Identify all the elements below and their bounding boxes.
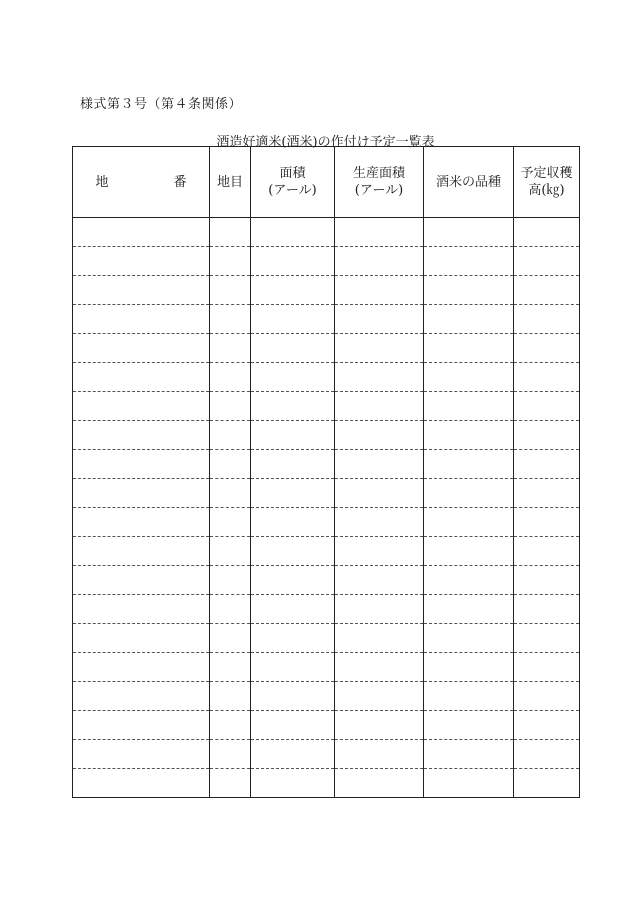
- cell-area[interactable]: [251, 392, 335, 421]
- cell-yield[interactable]: [514, 653, 580, 682]
- cell-production-area[interactable]: [335, 247, 424, 276]
- cell-lot[interactable]: [73, 363, 210, 392]
- cell-area[interactable]: [251, 769, 335, 798]
- cell-area[interactable]: [251, 740, 335, 769]
- cell-yield[interactable]: [514, 711, 580, 740]
- cell-yield[interactable]: [514, 363, 580, 392]
- cell-production-area[interactable]: [335, 566, 424, 595]
- cell-land-category[interactable]: [210, 450, 251, 479]
- cell-lot[interactable]: [73, 218, 210, 247]
- cell-lot[interactable]: [73, 479, 210, 508]
- cell-yield[interactable]: [514, 247, 580, 276]
- cell-production-area[interactable]: [335, 740, 424, 769]
- cell-area[interactable]: [251, 247, 335, 276]
- cell-land-category[interactable]: [210, 624, 251, 653]
- cell-lot[interactable]: [73, 421, 210, 450]
- cell-production-area[interactable]: [335, 624, 424, 653]
- cell-land-category[interactable]: [210, 566, 251, 595]
- table-row: [73, 247, 580, 276]
- cell-yield[interactable]: [514, 595, 580, 624]
- header-yield-unit: 高(㎏): [528, 183, 565, 198]
- header-yield-label: 予定収穫: [520, 166, 573, 181]
- cell-yield[interactable]: [514, 508, 580, 537]
- cell-lot[interactable]: [73, 334, 210, 363]
- cell-area[interactable]: [251, 653, 335, 682]
- cell-area[interactable]: [251, 682, 335, 711]
- header-area-unit: (アール): [268, 183, 317, 198]
- cell-yield[interactable]: [514, 566, 580, 595]
- cell-variety[interactable]: [424, 218, 514, 247]
- cell-lot[interactable]: [73, 276, 210, 305]
- cell-area[interactable]: [251, 566, 335, 595]
- table-title: 酒造好適米(酒米)の作付け予定一覧表: [216, 135, 435, 150]
- table-row: [73, 392, 580, 421]
- table-row: [73, 421, 580, 450]
- table-row: [73, 218, 580, 247]
- table-row: [73, 566, 580, 595]
- cell-area[interactable]: [251, 624, 335, 653]
- cell-lot[interactable]: [73, 305, 210, 334]
- cell-yield[interactable]: [514, 624, 580, 653]
- table-body: [73, 218, 580, 798]
- header-lot-label: 地 番: [95, 174, 213, 190]
- cell-land-category[interactable]: [210, 595, 251, 624]
- cell-yield[interactable]: [514, 305, 580, 334]
- table-row: [73, 479, 580, 508]
- cell-variety[interactable]: [424, 305, 514, 334]
- cell-yield[interactable]: [514, 537, 580, 566]
- table-row: [73, 305, 580, 334]
- header-row: [73, 147, 580, 218]
- cell-variety[interactable]: [424, 508, 514, 537]
- header-area: [251, 147, 335, 218]
- cell-variety[interactable]: [424, 537, 514, 566]
- cell-yield[interactable]: [514, 450, 580, 479]
- cell-production-area[interactable]: [335, 276, 424, 305]
- cell-production-area[interactable]: [335, 595, 424, 624]
- cell-land-category[interactable]: [210, 218, 251, 247]
- cell-land-category[interactable]: [210, 479, 251, 508]
- cell-variety[interactable]: [424, 363, 514, 392]
- cell-production-area[interactable]: [335, 218, 424, 247]
- cell-lot[interactable]: [73, 769, 210, 798]
- table-row: [73, 653, 580, 682]
- cell-variety[interactable]: [424, 653, 514, 682]
- cell-land-category[interactable]: [210, 334, 251, 363]
- cell-yield[interactable]: [514, 334, 580, 363]
- header-land-category: [210, 147, 251, 218]
- cell-variety[interactable]: [424, 624, 514, 653]
- cell-variety[interactable]: [424, 740, 514, 769]
- cell-variety[interactable]: [424, 334, 514, 363]
- header-production-area-unit: (アール): [354, 183, 404, 198]
- cell-area[interactable]: [251, 218, 335, 247]
- table-row: [73, 595, 580, 624]
- cell-variety[interactable]: [424, 276, 514, 305]
- cell-production-area[interactable]: [335, 363, 424, 392]
- cell-lot[interactable]: [73, 711, 210, 740]
- cell-production-area[interactable]: [335, 508, 424, 537]
- cell-yield[interactable]: [514, 276, 580, 305]
- cell-land-category[interactable]: [210, 653, 251, 682]
- cell-land-category[interactable]: [210, 740, 251, 769]
- cell-variety[interactable]: [424, 392, 514, 421]
- cell-land-category[interactable]: [210, 682, 251, 711]
- cell-variety[interactable]: [424, 247, 514, 276]
- cell-variety[interactable]: [424, 711, 514, 740]
- cell-land-category[interactable]: [210, 392, 251, 421]
- cell-lot[interactable]: [73, 508, 210, 537]
- cell-yield[interactable]: [514, 218, 580, 247]
- cell-land-category[interactable]: [210, 247, 251, 276]
- cell-area[interactable]: [251, 595, 335, 624]
- cell-production-area[interactable]: [335, 769, 424, 798]
- cell-land-category[interactable]: [210, 769, 251, 798]
- table-row: [73, 740, 580, 769]
- cell-area[interactable]: [251, 363, 335, 392]
- cell-variety[interactable]: [424, 450, 514, 479]
- cell-area[interactable]: [251, 276, 335, 305]
- header-production-area: [335, 147, 424, 218]
- cell-production-area[interactable]: [335, 653, 424, 682]
- cell-land-category[interactable]: [210, 537, 251, 566]
- cell-lot[interactable]: [73, 566, 210, 595]
- cell-production-area[interactable]: [335, 479, 424, 508]
- cell-land-category[interactable]: [210, 276, 251, 305]
- cell-area[interactable]: [251, 421, 335, 450]
- cell-area[interactable]: [251, 479, 335, 508]
- cell-land-category[interactable]: [210, 305, 251, 334]
- cell-land-category[interactable]: [210, 508, 251, 537]
- planting-plan-table: [72, 146, 580, 798]
- cell-variety[interactable]: [424, 479, 514, 508]
- cell-area[interactable]: [251, 450, 335, 479]
- cell-production-area[interactable]: [335, 450, 424, 479]
- cell-variety[interactable]: [424, 595, 514, 624]
- table-row: [73, 508, 580, 537]
- cell-lot[interactable]: [73, 595, 210, 624]
- table-row: [73, 769, 580, 798]
- cell-production-area[interactable]: [335, 392, 424, 421]
- cell-production-area[interactable]: [335, 305, 424, 334]
- cell-lot[interactable]: [73, 247, 210, 276]
- cell-yield[interactable]: [514, 769, 580, 798]
- cell-area[interactable]: [251, 334, 335, 363]
- cell-production-area[interactable]: [335, 421, 424, 450]
- header-land-category-label: 地目: [216, 174, 243, 190]
- cell-production-area[interactable]: [335, 711, 424, 740]
- cell-lot[interactable]: [73, 450, 210, 479]
- table-row: [73, 363, 580, 392]
- cell-lot[interactable]: [73, 653, 210, 682]
- cell-lot[interactable]: [73, 740, 210, 769]
- cell-yield[interactable]: [514, 740, 580, 769]
- form-number: 様式第３号（第４条関係）: [80, 97, 243, 112]
- header-variety: [424, 147, 514, 218]
- table-row: [73, 711, 580, 740]
- cell-land-category[interactable]: [210, 711, 251, 740]
- header-area-label: 面積: [279, 166, 306, 181]
- cell-production-area[interactable]: [335, 537, 424, 566]
- table-row: [73, 682, 580, 711]
- cell-yield[interactable]: [514, 682, 580, 711]
- cell-area[interactable]: [251, 305, 335, 334]
- table-row: [73, 276, 580, 305]
- cell-lot[interactable]: [73, 682, 210, 711]
- cell-area[interactable]: [251, 537, 335, 566]
- table-row: [73, 624, 580, 653]
- header-lot: [73, 147, 213, 218]
- cell-land-category[interactable]: [210, 363, 251, 392]
- cell-area[interactable]: [251, 711, 335, 740]
- header-yield: [514, 147, 580, 218]
- cell-production-area[interactable]: [335, 682, 424, 711]
- cell-lot[interactable]: [73, 624, 210, 653]
- header-variety-label: 酒米の品種: [435, 174, 501, 190]
- cell-land-category[interactable]: [210, 421, 251, 450]
- cell-variety[interactable]: [424, 769, 514, 798]
- table-row: [73, 334, 580, 363]
- cell-lot[interactable]: [73, 537, 210, 566]
- cell-variety[interactable]: [424, 421, 514, 450]
- cell-yield[interactable]: [514, 421, 580, 450]
- cell-area[interactable]: [251, 508, 335, 537]
- cell-variety[interactable]: [424, 566, 514, 595]
- table-row: [73, 450, 580, 479]
- cell-lot[interactable]: [73, 392, 210, 421]
- cell-production-area[interactable]: [335, 334, 424, 363]
- header-production-area-label: 生産面積: [352, 166, 405, 181]
- table-row: [73, 537, 580, 566]
- cell-yield[interactable]: [514, 392, 580, 421]
- cell-yield[interactable]: [514, 479, 580, 508]
- cell-variety[interactable]: [424, 682, 514, 711]
